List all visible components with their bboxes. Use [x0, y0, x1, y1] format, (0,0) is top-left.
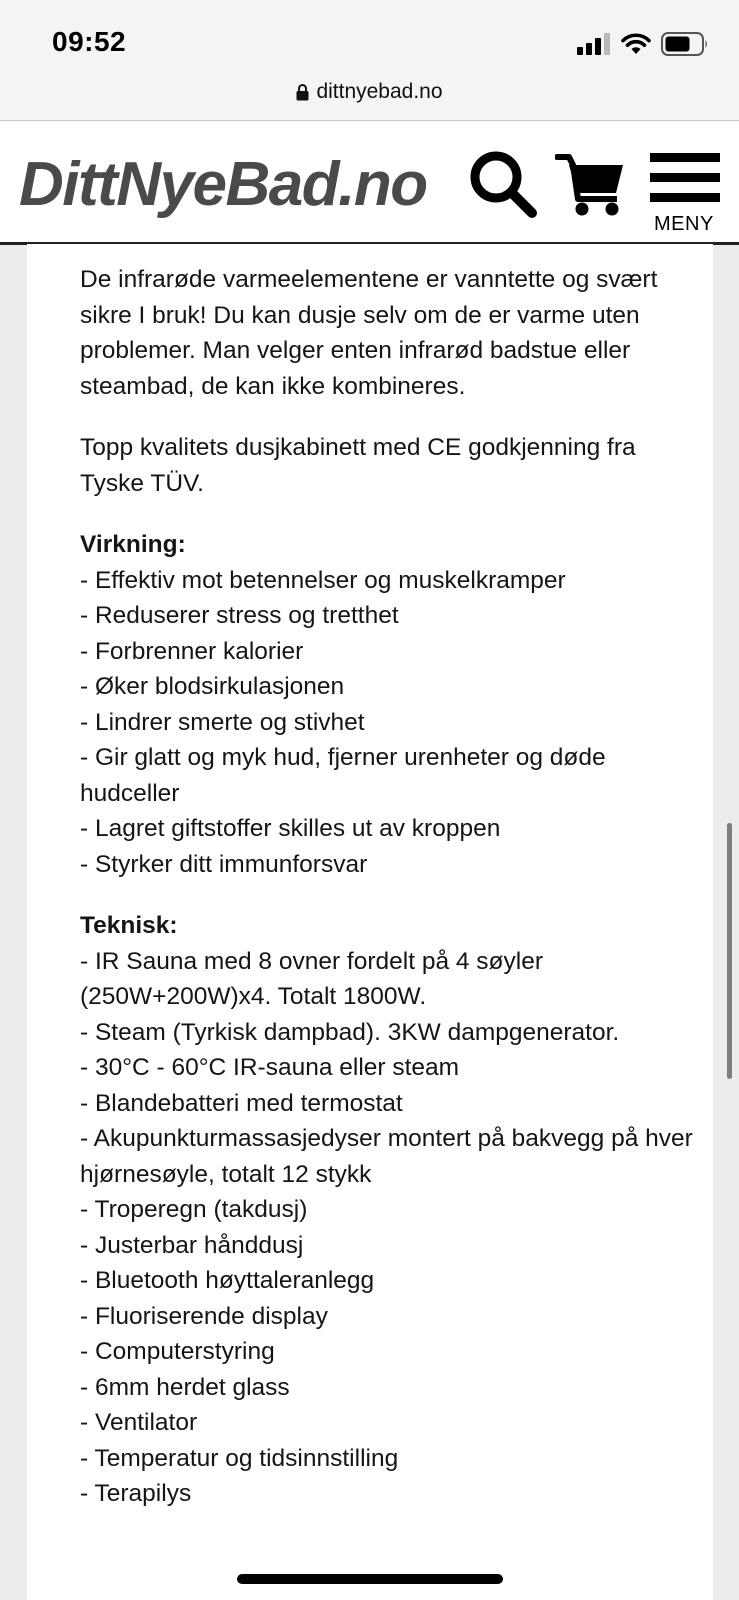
list-item: - Effektiv mot betennelser og muskelkramper: [80, 566, 566, 594]
scroll-indicator[interactable]: [727, 823, 732, 1079]
search-button[interactable]: [468, 149, 540, 221]
list-item: - 30°C - 60°C IR-sauna eller steam: [80, 1054, 460, 1081]
list-item: - Forbrenner kalorier: [80, 637, 304, 665]
list-item: - Lagret giftstoffer skilles ut av kroppen: [80, 815, 501, 842]
url-text: dittnyebad.no: [316, 80, 443, 103]
virkning-list: [80, 563, 700, 883]
product-description: [80, 262, 700, 1538]
intro-paragraph: Topp kvalitets dusjkabinett med CE godkjenning fra Tyske TÜV.: [80, 434, 636, 497]
list-item: - IR Sauna med 8 ovner fordelt på 4 søyler (250W+200W)x4. Totalt 1800W.: [80, 947, 543, 1010]
list-item: - Terapilys: [80, 1480, 192, 1507]
wifi-icon: [621, 33, 651, 55]
list-item: - Justerbar hånddusj: [80, 1231, 304, 1259]
hamburger-menu-bar: [650, 173, 720, 182]
cart-button[interactable]: [555, 151, 627, 221]
cart-icon: [555, 151, 627, 221]
site-header: [0, 121, 739, 245]
list-item: - Gir glatt og myk hud, fjerner urenheter og døde hudceller: [80, 744, 606, 807]
list-item: - Lindrer smerte og stivhet: [80, 708, 365, 736]
list-item: - Computerstyring: [80, 1338, 275, 1365]
status-time: 09:52: [52, 26, 127, 57]
list-item: - Troperegn (takdusj): [80, 1196, 308, 1223]
list-item: - Reduserer stress og tretthet: [80, 602, 399, 629]
url-display[interactable]: [296, 80, 442, 104]
product-description-card: [27, 244, 713, 1600]
intro-paragraph: De infrarøde varmeelementene er vanntette og svært sikre I bruk! Du kan dusje selv om de er varme uten problemer. Man velger enten infrarød badstue eller steambad, de kan ikke kombineres.: [80, 266, 658, 400]
status-icons: [577, 32, 709, 56]
list-item: - Bluetooth høyttaleranlegg: [80, 1267, 375, 1294]
cellular-signal-icon: [577, 33, 611, 55]
list-item: - Ventilator: [80, 1409, 198, 1436]
teknisk-list: [80, 944, 700, 1512]
menu-label: MENY: [654, 213, 714, 235]
list-item: - Steam (Tyrkisk dampbad). 3KW dampgenerator.: [80, 1018, 620, 1046]
section-title-virkning: Virkning:: [80, 531, 186, 558]
list-item: - Øker blodsirkulasjonen: [80, 673, 345, 700]
hamburger-menu-bar: [650, 193, 720, 202]
list-item: - Blandebatteri med termostat: [80, 1089, 403, 1117]
section-title-teknisk: Teknisk:: [80, 912, 178, 939]
search-icon: [468, 149, 540, 221]
hamburger-menu-icon: [650, 153, 720, 162]
menu-button[interactable]: [648, 153, 722, 237]
url-bar[interactable]: [0, 76, 739, 121]
home-indicator[interactable]: [237, 1574, 503, 1584]
list-item: - Styrker ditt immunforsvar: [80, 850, 368, 878]
list-item: - Akupunkturmassasjedyser montert på bakvegg på hver hjørnesøyle, totalt 12 stykk: [80, 1125, 693, 1188]
lock-icon: [296, 83, 309, 101]
list-item: - Temperatur og tidsinnstilling: [80, 1444, 399, 1472]
list-item: - Fluoriserende display: [80, 1302, 328, 1330]
status-bar: [0, 0, 739, 76]
site-logo[interactable]: DittNyeBad.no: [19, 150, 427, 219]
list-item: - 6mm herdet glass: [80, 1373, 290, 1401]
battery-icon: [661, 32, 709, 56]
